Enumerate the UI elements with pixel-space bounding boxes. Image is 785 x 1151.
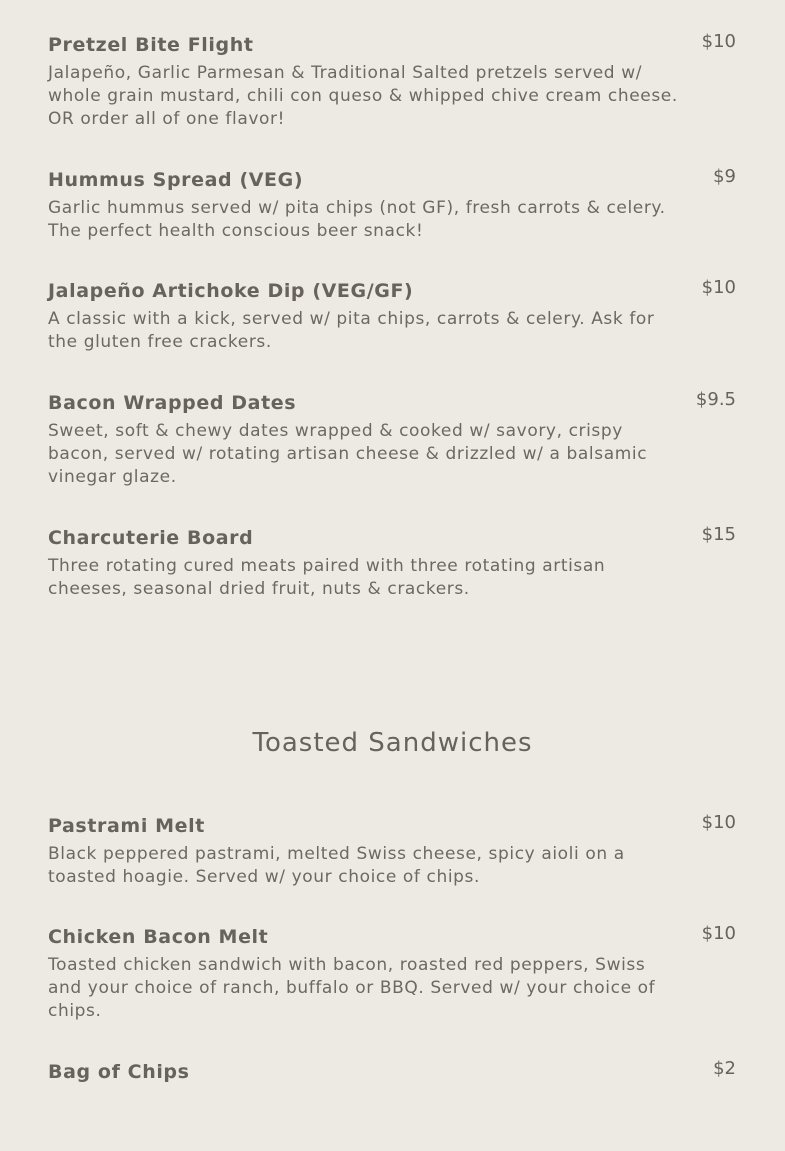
item-description: Sweet, soft & chewy dates wrapped & cooked w/ savory, crispy bacon, served w/ rotating artisan cheese & drizzled w/ a balsamic vinegar glaze. xyxy=(48,421,648,487)
menu-item-pastrami-melt xyxy=(48,812,736,889)
menu-item-bag-of-chips xyxy=(48,1058,736,1083)
menu-item-pretzel-bite-flight xyxy=(48,31,736,131)
item-name: Charcuterie Board xyxy=(48,527,254,549)
item-name: Bag of Chips xyxy=(48,1061,190,1083)
item-description: Three rotating cured meats paired with three rotating artisan cheeses, seasonal dried fruit, nuts & crackers. xyxy=(48,556,606,599)
item-name: Jalapeño Artichoke Dip (VEG/GF) xyxy=(48,280,414,302)
item-price: $10 xyxy=(701,812,736,833)
item-name: Chicken Bacon Melt xyxy=(48,926,269,948)
item-price: $15 xyxy=(701,524,736,545)
item-description: Garlic hummus served w/ pita chips (not GF), fresh carrots & celery. The perfect health conscious beer snack! xyxy=(48,198,666,241)
item-name: Pretzel Bite Flight xyxy=(48,34,254,56)
item-description: Black peppered pastrami, melted Swiss cheese, spicy aioli on a toasted hoagie. Served w/ your choice of chips. xyxy=(48,844,625,887)
item-name: Pastrami Melt xyxy=(48,815,205,837)
menu-item-bacon-wrapped-dates xyxy=(48,389,736,489)
menu-item-charcuterie-board xyxy=(48,524,736,601)
menu-item-hummus-spread xyxy=(48,166,736,243)
item-price: $9 xyxy=(713,166,736,187)
item-price: $10 xyxy=(701,31,736,52)
item-description: Jalapeño, Garlic Parmesan & Traditional Salted pretzels served w/ whole grain mustard, chili con queso & whipped chive cream cheese. OR order all of one flavor! xyxy=(48,63,678,129)
menu-item-chicken-bacon-melt xyxy=(48,923,736,1023)
item-name: Bacon Wrapped Dates xyxy=(48,392,297,414)
item-name: Hummus Spread (VEG) xyxy=(48,169,304,191)
item-description: A classic with a kick, served w/ pita chips, carrots & celery. Ask for the gluten free crackers. xyxy=(48,309,655,352)
item-description: Toasted chicken sandwich with bacon, roasted red peppers, Swiss and your choice of ranch, buffalo or BBQ. Served w/ your choice of chips. xyxy=(48,955,656,1021)
item-price: $10 xyxy=(701,923,736,944)
menu-item-jalapeno-artichoke-dip xyxy=(48,277,736,354)
section-title: Toasted Sandwiches xyxy=(252,728,533,758)
item-price: $10 xyxy=(701,277,736,298)
item-price: $9.5 xyxy=(695,389,736,410)
item-price: $2 xyxy=(713,1058,736,1079)
